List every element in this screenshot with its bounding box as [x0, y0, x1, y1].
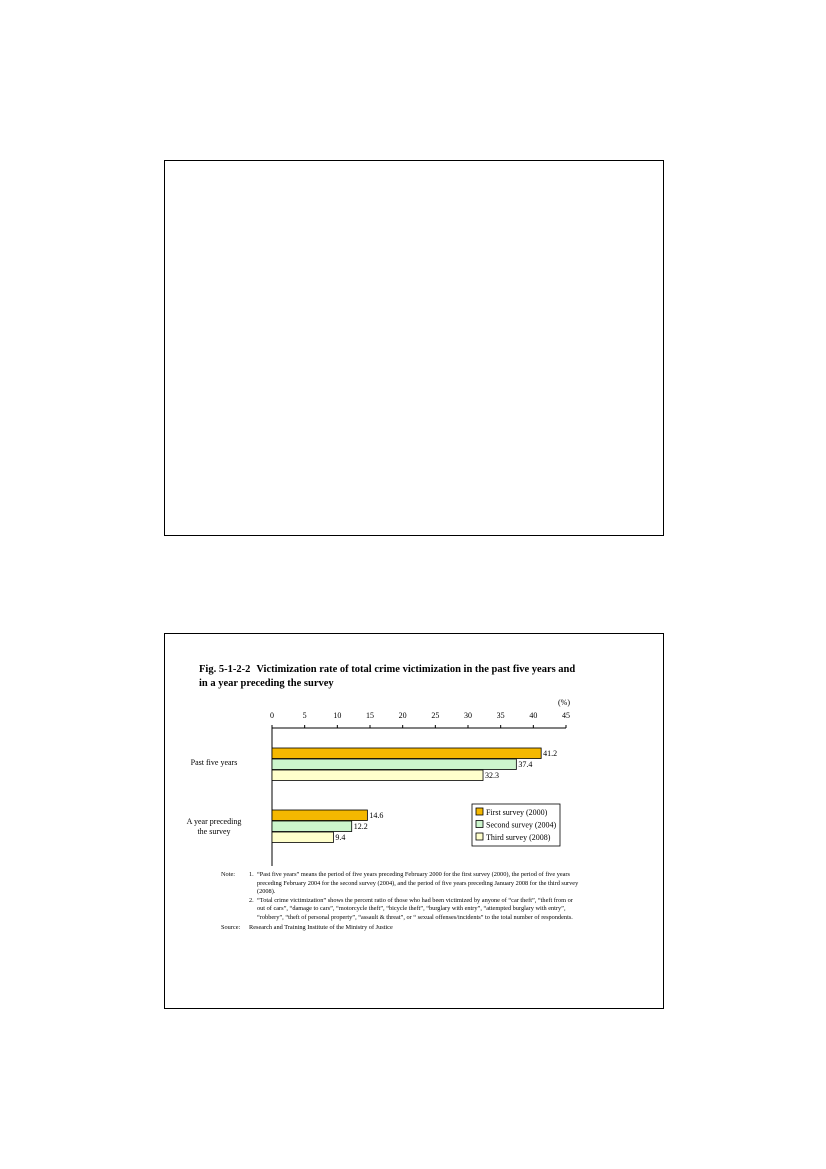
note-1-text: “Past five years” means the period of five years preceding February 2000 for the first survey (2000), the period of five years preceding February 2004 for the second survey (2004), and the period of five years preceding January 2008 for the third survey (2008). — [257, 871, 579, 895]
figure-title-line1: Victimization rate of total crime victimization in the past five years and — [256, 664, 576, 675]
note-2 — [221, 897, 581, 923]
bar-value-label-0-1: 37.4 — [518, 760, 533, 769]
legend-swatch-1 — [476, 821, 483, 828]
legend-label-0: First survey (2000) — [486, 808, 548, 817]
note-2-text: “Total crime victimization” shows the percent ratio of those who had been victimized by anyone of “car theft”, “theft from or out of cars”, “damage to cars”, “motorcycle theft”, “bicycle theft”, “burglary with entry”, “attempted burglary with entry”, “robbery”, “theft of personal property”, “assault & threat”, or “ sexual offenses/incidents” to the total number of respondents. — [257, 896, 573, 921]
source-lead: Source: — [221, 924, 241, 931]
legend-label-1: Second survey (2004) — [486, 820, 557, 830]
bar-value-label-0-2: 32.3 — [485, 771, 500, 780]
x-tick-label-0: 0 — [270, 711, 274, 720]
bar-1-0 — [272, 810, 367, 821]
legend-swatch-0 — [476, 808, 483, 815]
blank-top-panel — [164, 160, 664, 536]
x-tick-label-8: 40 — [529, 711, 538, 720]
bar-0-0 — [272, 748, 541, 759]
category-label-1-1: the survey — [197, 827, 231, 836]
x-tick-label-1: 5 — [302, 711, 307, 720]
figure-panel — [164, 633, 664, 1009]
figure-notes — [221, 871, 581, 933]
note-lead: Note: — [221, 871, 235, 878]
bar-value-label-1-1: 12.2 — [353, 822, 368, 831]
bar-value-label-0-0: 41.2 — [543, 749, 558, 758]
legend-label-2: Third survey (2008) — [486, 833, 551, 842]
x-tick-label-4: 20 — [398, 711, 407, 720]
bar-1-2 — [272, 832, 333, 843]
source-text: Research and Training Institute of the Ministry of Justice — [249, 924, 393, 931]
legend-swatch-2 — [476, 833, 483, 840]
x-tick-label-7: 35 — [496, 711, 505, 720]
x-tick-label-6: 30 — [464, 711, 472, 720]
x-tick-label-5: 25 — [431, 711, 440, 720]
category-label-1-0: A year preceding — [186, 817, 242, 826]
note-2-number: 2. — [249, 896, 254, 904]
unit-label: (%) — [558, 698, 570, 707]
bar-chart — [165, 634, 665, 1010]
x-tick-label-9: 45 — [562, 711, 570, 720]
source-line — [221, 924, 581, 933]
bar-1-1 — [272, 821, 352, 832]
figure-number: Fig. 5-1-2-2 — [199, 664, 251, 675]
figure-title-line2: in a year preceding the survey — [199, 678, 334, 689]
bar-0-1 — [272, 759, 516, 770]
bar-value-label-1-2: 9.4 — [335, 833, 346, 842]
bar-0-2 — [272, 770, 483, 781]
note-1-number: 1. — [249, 871, 254, 878]
category-label-0-0: Past five years — [190, 758, 238, 767]
bar-value-label-1-0: 14.6 — [369, 811, 384, 820]
x-tick-label-2: 10 — [333, 711, 342, 720]
note-1 — [221, 871, 581, 897]
x-tick-label-3: 15 — [366, 711, 374, 720]
